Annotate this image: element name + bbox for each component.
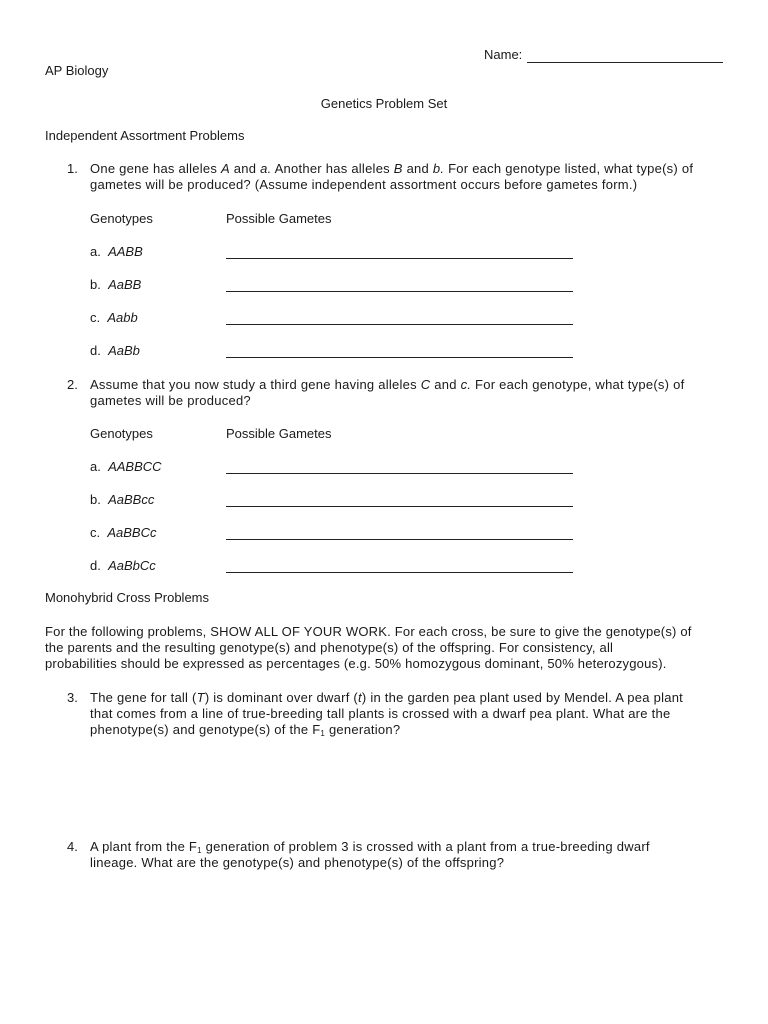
column-header-gametes: Possible Gametes — [226, 211, 332, 226]
question-number: 2. — [67, 377, 78, 392]
column-header-genotypes: Genotypes — [90, 211, 153, 226]
genotype-row-label: b. AaBB — [90, 277, 142, 292]
genotype-row-label: d. AaBb — [90, 343, 140, 358]
answer-line[interactable] — [226, 357, 573, 358]
answer-line[interactable] — [226, 291, 573, 292]
column-header-genotypes: Genotypes — [90, 426, 153, 441]
answer-line[interactable] — [226, 324, 573, 325]
question-number: 3. — [67, 690, 78, 705]
answer-line[interactable] — [226, 506, 573, 507]
genotype-row-label: c. AaBBCc — [90, 525, 157, 540]
genotype-row-label: c. Aabb — [90, 310, 138, 325]
question-3-text: The gene for tall (T) is dominant over dwarf (t) in the garden pea plant used by Mendel. A pea plant that comes from a line of true-breeding tall plants is crossed with a dwarf pea plant. What are the phenotype(s) and genotype(s) of the $F_1$ generation? — [90, 690, 684, 738]
document-title: Genetics Problem Set — [320, 96, 448, 111]
question-number: 1. — [67, 161, 78, 176]
name-field[interactable] — [527, 62, 723, 63]
question-4-text: A plant from the $F_1$ generation of problem 3 is crossed with a plant from a true-breeding dwarf lineage. What are the genotype(s) and phenotype(s) of the offspring? — [90, 839, 650, 870]
section-heading-monohybrid: Monohybrid Cross Problems — [45, 590, 210, 605]
answer-area[interactable] — [90, 745, 730, 825]
genotype-row-label: b. AaBBcc — [90, 492, 155, 507]
section-heading-independent-assortment: Independent Assortment Problems — [45, 128, 245, 143]
column-header-gametes: Possible Gametes — [226, 426, 332, 441]
genotype-row-label: a. AABBCC — [90, 459, 162, 474]
course-title: AP Biology — [45, 63, 109, 78]
name-label: Name: — [484, 47, 523, 62]
question-1-text: One gene has alleles A and a. Another has alleles B and b. For each genotype listed, what type(s) of gametes will be produced? (Assume independent assortment occurs before gametes form.) — [90, 161, 694, 192]
answer-line[interactable] — [226, 258, 573, 259]
answer-line[interactable] — [226, 539, 573, 540]
answer-line[interactable] — [226, 473, 573, 474]
genotype-row-label: a. AABB — [90, 244, 143, 259]
instructions-paragraph: For the following problems, SHOW ALL OF YOUR WORK. For each cross, be sure to give the genotype(s) of the parents and the resulting genotype(s) and phenotype(s) of the offspring. For consistency, all probabilities should be expressed as percentages (e.g. 50% homozygous dominant, 50% heterozygous). — [45, 624, 692, 671]
genotype-row-label: d. AaBbCc — [90, 558, 156, 573]
answer-line[interactable] — [226, 572, 573, 573]
answer-area[interactable] — [90, 880, 730, 1000]
question-2-text: Assume that you now study a third gene having alleles C and c. For each genotype, what type(s) of gametes will be produced? — [90, 377, 685, 408]
question-number: 4. — [67, 839, 78, 854]
